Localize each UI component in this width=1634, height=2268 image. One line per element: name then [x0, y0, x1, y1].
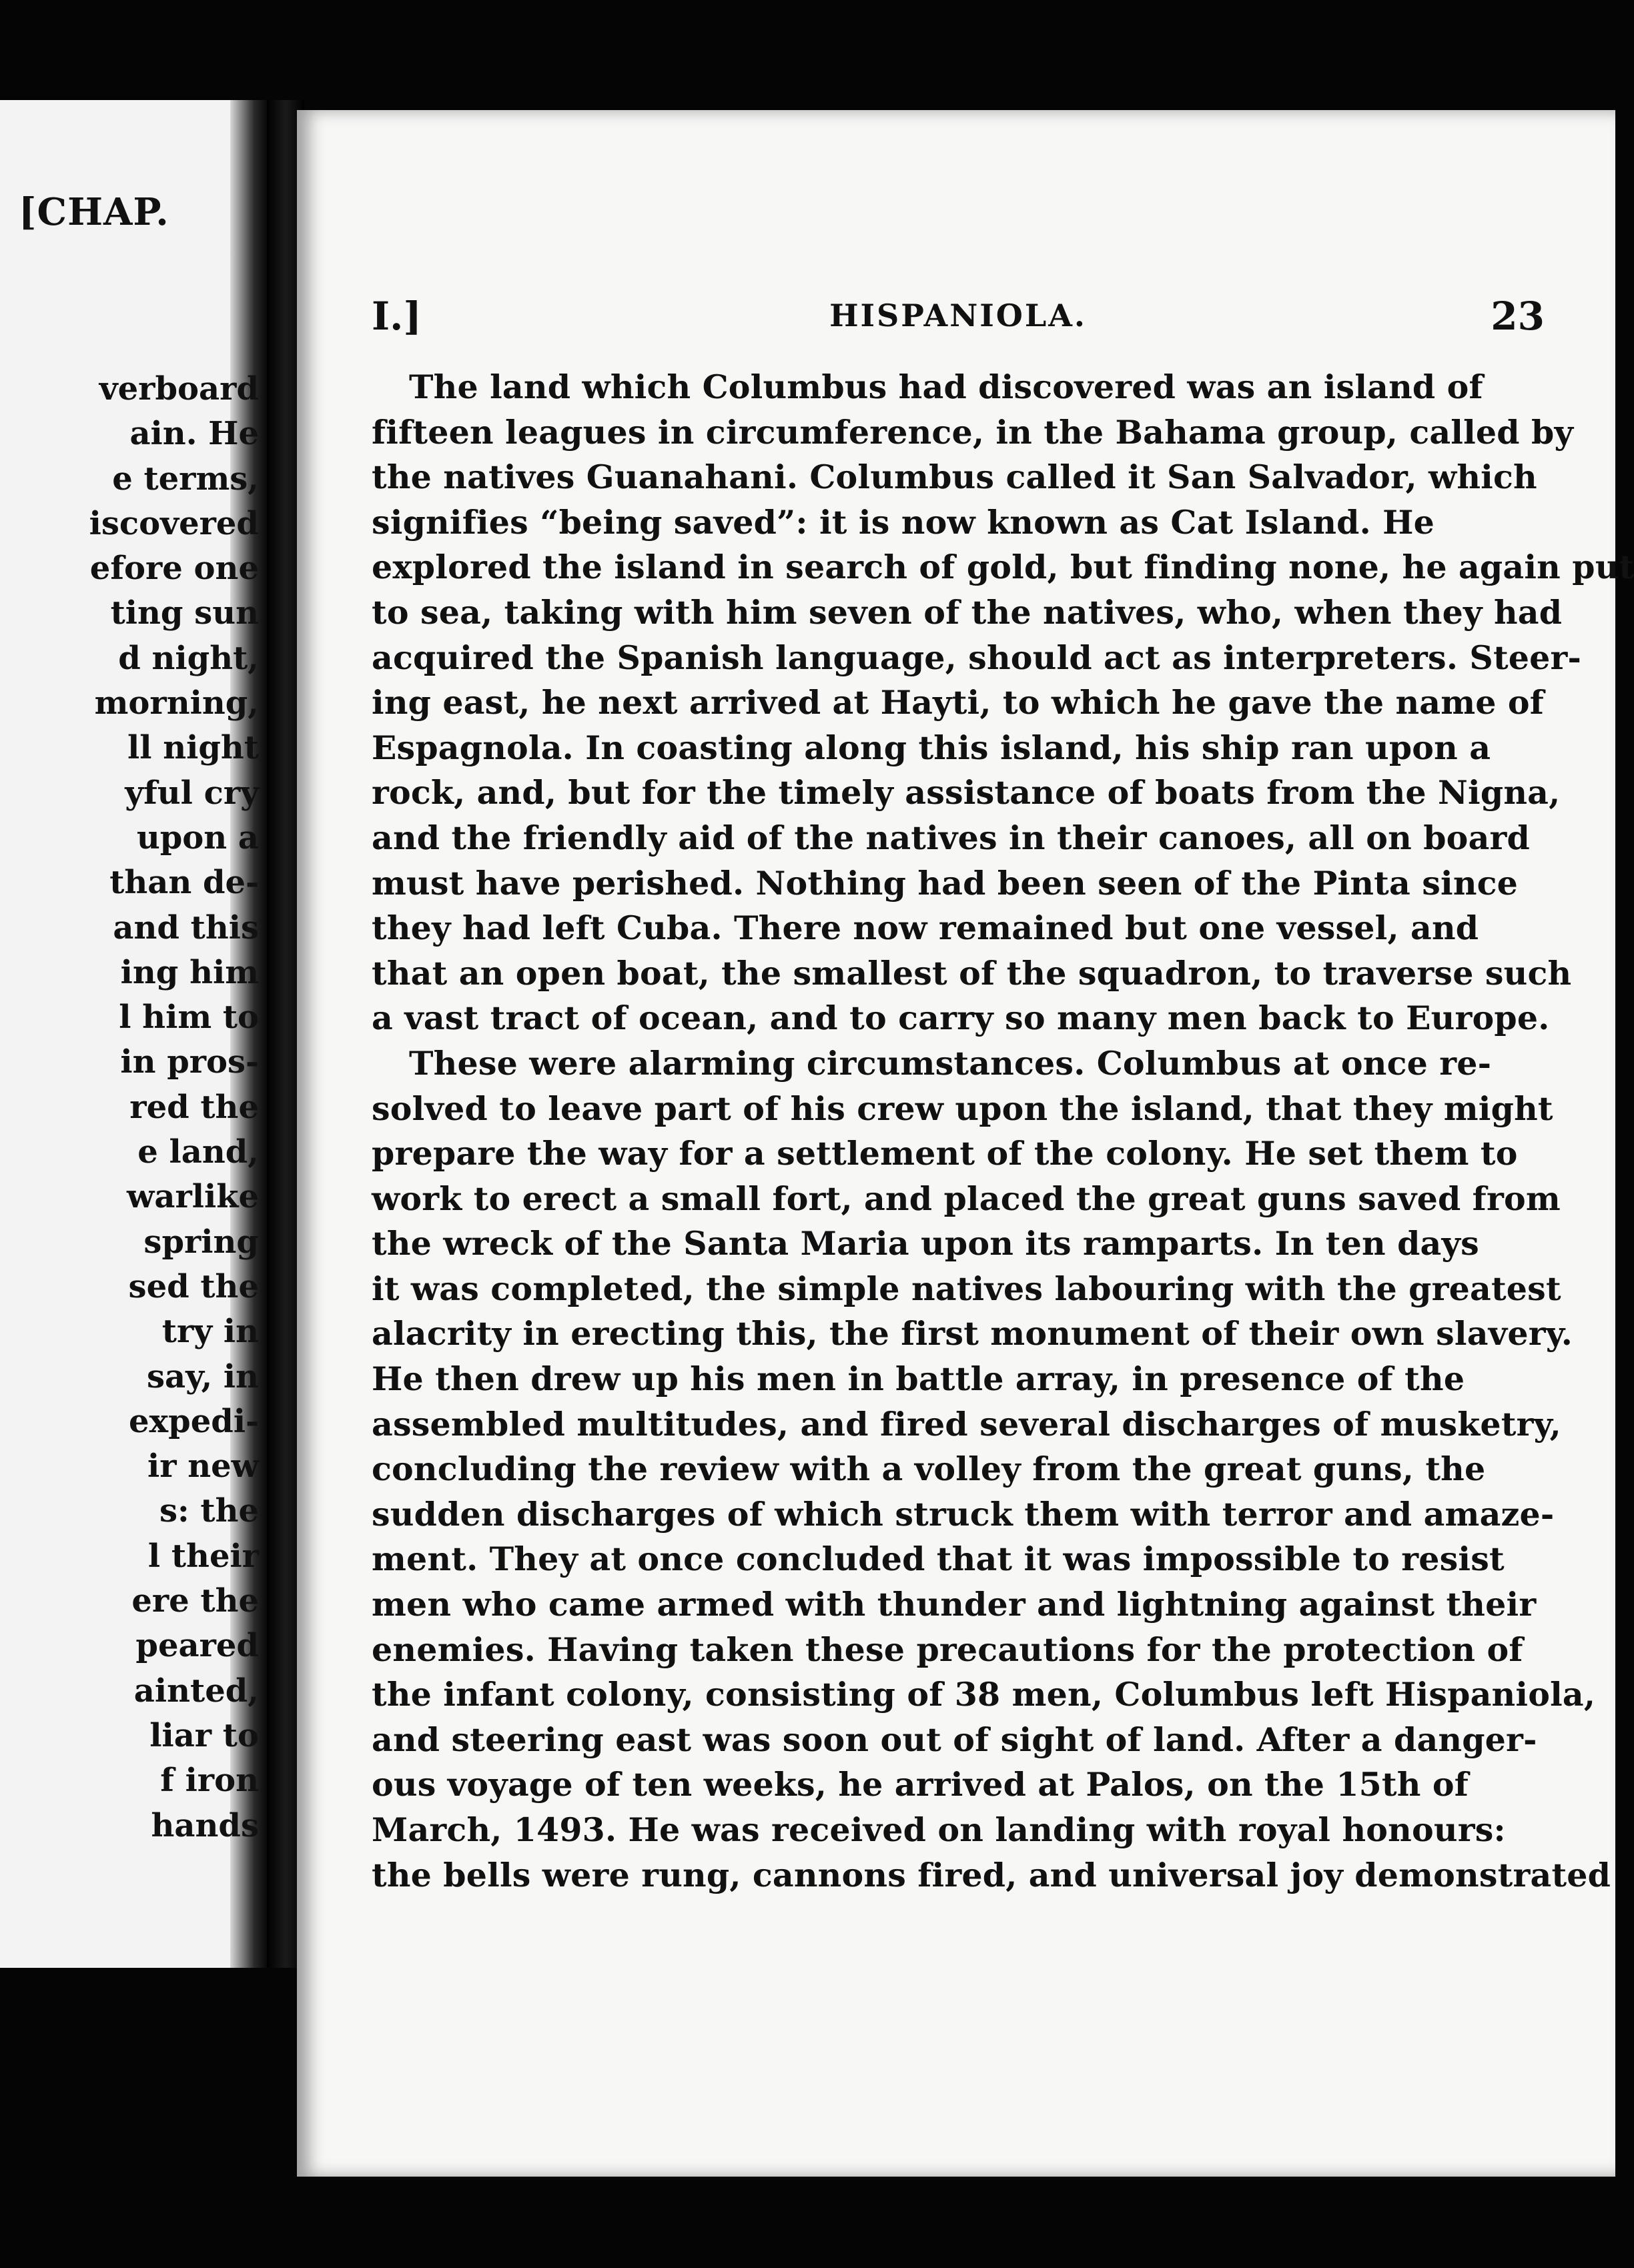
text-line: the natives Guanahani. Columbus called it San Salvador, which	[372, 458, 1537, 497]
left-page-line: ing him	[120, 953, 259, 991]
left-page-line: ll night	[127, 729, 259, 767]
left-page-line: morning,	[94, 684, 259, 722]
left-page-line: spring	[143, 1223, 259, 1261]
running-head	[372, 294, 1545, 347]
text-line: explored the island in search of gold, but finding none, he again put	[372, 548, 1634, 587]
text-line: concluding the review with a volley from the great guns, the	[372, 1450, 1486, 1489]
page-number: 23	[1491, 294, 1545, 339]
text-line: must have perished. Nothing had been seen of the Pinta since	[372, 863, 1519, 903]
left-page-line: f iron	[160, 1762, 259, 1800]
left-page-line: verboard	[99, 370, 259, 408]
text-line: He then drew up his men in battle array, in presence of the	[372, 1359, 1465, 1399]
text-line: the infant colony, consisting of 38 men, Columbus left Hispaniola,	[372, 1675, 1596, 1714]
chapter-marker: I.]	[372, 294, 422, 339]
text-line: the wreck of the Santa Maria upon its ramparts. In ten days	[372, 1224, 1479, 1263]
text-line: to sea, taking with him seven of the natives, who, when they had	[372, 592, 1563, 632]
left-page-line: warlike	[127, 1178, 259, 1216]
text-line: alacrity in erecting this, the first monument of their own slavery.	[372, 1314, 1573, 1353]
running-title: HISPANIOLA.	[829, 298, 1087, 334]
left-page-line: ainted,	[133, 1672, 259, 1710]
left-page-text	[0, 367, 259, 1848]
left-page-line: hands	[151, 1806, 259, 1844]
text-line: men who came armed with thunder and lightning against their	[372, 1585, 1537, 1624]
text-line: they had left Cuba. There now remained but one vessel, and	[372, 909, 1479, 948]
left-page-line: in pros-	[120, 1043, 259, 1081]
left-page-line: l him to	[119, 999, 259, 1037]
left-page-line: upon a	[136, 818, 259, 857]
text-line: prepare the way for a settlement of the colony. He set them to	[372, 1134, 1518, 1173]
left-page-line: yful cry	[125, 774, 259, 812]
left-page-line: l their	[147, 1537, 259, 1575]
left-page-line: say, in	[147, 1357, 259, 1395]
text-line: the bells were rung, cannons fired, and universal joy demonstrated	[372, 1855, 1611, 1894]
text-line: ous voyage of ten weeks, he arrived at Palos, on the 15th of	[372, 1765, 1469, 1804]
text-line: enemies. Having taken these precautions for the protection of	[372, 1630, 1523, 1669]
text-line: work to erect a small fort, and placed the great guns saved from	[372, 1179, 1561, 1218]
left-page-line: iscovered	[89, 504, 259, 542]
left-page-line: peared	[135, 1627, 259, 1665]
left-page-line: try in	[161, 1313, 259, 1351]
text-line: it was completed, the simple natives labouring with the greatest	[372, 1269, 1561, 1308]
text-line: The land which Columbus had discovered was an island of	[409, 368, 1483, 406]
left-page-line: ere the	[131, 1582, 259, 1620]
text-line: ment. They at once concluded that it was impossible to resist	[372, 1540, 1505, 1579]
left-page-line: s: the	[159, 1492, 259, 1530]
text-line: These were alarming circumstances. Columbus at once re-	[409, 1043, 1492, 1083]
left-page-line: and this	[113, 909, 259, 947]
left-page-line: ain. He	[129, 415, 259, 453]
text-line: sudden discharges of which struck them with terror and amaze-	[372, 1494, 1555, 1534]
body-text	[372, 365, 1634, 1898]
left-page-line: efore one	[89, 550, 259, 588]
left-page-line: e terms,	[112, 460, 259, 498]
text-line: that an open boat, the smallest of the squadron, to traverse such	[372, 953, 1572, 993]
text-line: rock, and, but for the timely assistance of boats from the Nigna,	[372, 773, 1561, 812]
text-line: fifteen leagues in circumference, in the Bahama group, called by	[372, 412, 1574, 452]
text-line: and the friendly aid of the natives in their canoes, all on board	[372, 818, 1530, 857]
text-line: ing east, he next arrived at Hayti, to which he gave the name of	[372, 683, 1545, 722]
left-page-line: d night,	[118, 639, 259, 677]
right-page	[297, 110, 1634, 2177]
left-page-line: liar to	[149, 1716, 259, 1754]
text-line: Espagnola. In coasting along this island, his ship ran upon a	[372, 728, 1491, 767]
text-line: signifies “being saved”: it is now known as Cat Island. He	[372, 502, 1435, 542]
text-line: a vast tract of ocean, and to carry so many men back to Europe.	[372, 999, 1550, 1038]
left-page-line: sed the	[128, 1267, 259, 1305]
text-line: assembled multitudes, and fired several discharges of musketry,	[372, 1404, 1561, 1444]
left-page-line: ir new	[147, 1448, 259, 1486]
left-page-line: expedi-	[129, 1402, 259, 1440]
left-page-line: red the	[129, 1088, 259, 1126]
text-line: acquired the Spanish language, should act as interpreters. Steer-	[372, 638, 1582, 677]
text-line: March, 1493. He was received on landing with royal honours:	[372, 1810, 1506, 1849]
left-page-line: than de-	[109, 864, 259, 902]
left-page-line: e land,	[137, 1133, 259, 1171]
text-line: and steering east was soon out of sight of land. After a danger-	[372, 1720, 1537, 1759]
text-line: solved to leave part of his crew upon the island, that they might	[372, 1089, 1553, 1128]
left-page-header: [CHAP.	[19, 190, 169, 234]
left-page-line: ting sun	[110, 594, 259, 632]
